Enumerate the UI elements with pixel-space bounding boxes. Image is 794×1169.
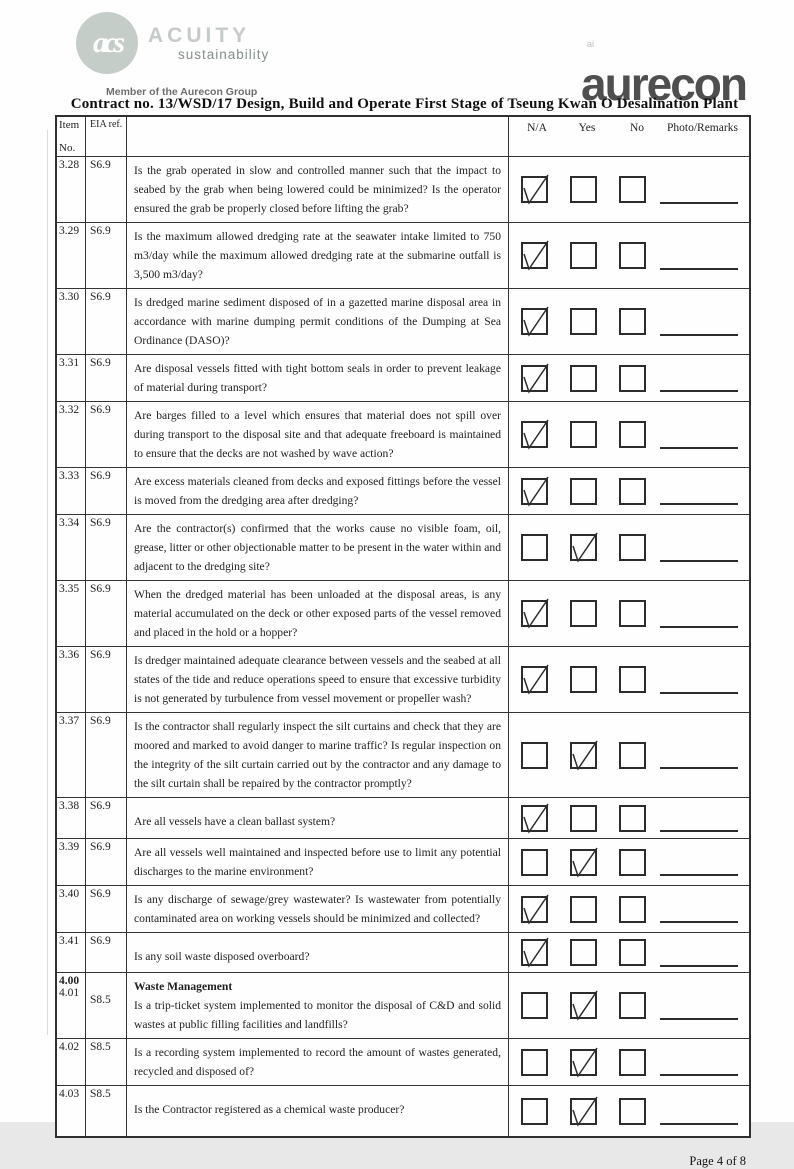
table-row	[57, 886, 749, 933]
remarks-line[interactable]	[660, 965, 738, 967]
na-checkbox[interactable]	[521, 1098, 548, 1125]
table-row	[57, 798, 749, 839]
eia-ref-cell: S6.9	[86, 581, 127, 646]
table-row	[57, 515, 749, 581]
yes-checkbox[interactable]	[570, 849, 597, 876]
header-question-blank	[127, 117, 509, 156]
yes-checkbox[interactable]	[570, 896, 597, 923]
scan-artifact-line	[47, 130, 48, 1035]
table-row	[57, 157, 749, 223]
item-no-cell: 4.02	[57, 1039, 86, 1085]
table-row	[57, 355, 749, 402]
na-checkbox[interactable]	[521, 365, 548, 392]
checkmark-icon	[518, 238, 554, 276]
answer-cell	[509, 798, 749, 838]
table-row	[57, 973, 749, 1039]
answer-cell	[509, 713, 749, 797]
item-no-cell: 3.40	[57, 886, 86, 932]
na-checkbox[interactable]	[521, 896, 548, 923]
item-no-cell: 3.41	[57, 933, 86, 972]
na-checkbox[interactable]	[521, 805, 548, 832]
answer-cell	[509, 647, 749, 712]
answer-cell	[509, 223, 749, 288]
acuity-logo	[76, 12, 269, 96]
yes-checkbox[interactable]	[570, 365, 597, 392]
question-cell: Are all vessels have a clean ballast system?	[127, 798, 509, 838]
na-checkbox[interactable]	[521, 600, 548, 627]
header-yes: Yes	[578, 122, 596, 134]
no-checkbox[interactable]	[619, 242, 646, 269]
checklist-table	[55, 115, 751, 1138]
table-row	[57, 839, 749, 886]
question-cell	[127, 973, 509, 1038]
acuity-subname: sustainability	[178, 47, 270, 62]
checkmark-icon	[567, 738, 603, 776]
question-cell: Are excess materials cleaned from decks and exposed fittings before the vessel is moved from the dredging area after dredging?	[127, 468, 509, 514]
na-checkbox[interactable]	[521, 666, 548, 693]
header-item-no	[57, 117, 86, 156]
answer-cell	[509, 1039, 749, 1085]
question-cell: Is a recording system implemented to record the amount of wastes generated, recycled and disposed of?	[127, 1039, 509, 1085]
no-checkbox[interactable]	[619, 421, 646, 448]
na-checkbox[interactable]	[521, 849, 548, 876]
no-checkbox[interactable]	[619, 849, 646, 876]
answer-cell	[509, 581, 749, 646]
yes-checkbox[interactable]	[570, 939, 597, 966]
no-checkbox[interactable]	[619, 1098, 646, 1125]
eia-ref-cell	[86, 973, 127, 1038]
no-checkbox[interactable]	[619, 365, 646, 392]
eia-ref-cell: S6.9	[86, 355, 127, 401]
answer-cell	[509, 157, 749, 222]
question-text: Is a trip-ticket system implemented to monitor the disposal of C&D and solid wastes at public filling facilities and landfills?	[134, 999, 501, 1031]
question-cell: Is any discharge of sewage/grey wastewater? Is wastewater from potentially contaminated area on working vessels should be minimized and collected?	[127, 886, 509, 932]
yes-checkbox[interactable]	[570, 666, 597, 693]
question-cell: Is the maximum allowed dredging rate at the seawater intake limited to 750 m3/day while the maximum allowed dredging rate at the submarine outfall is 3,500 m3/day?	[127, 223, 509, 288]
table-row	[57, 647, 749, 713]
table-row	[57, 223, 749, 289]
answer-cell	[509, 289, 749, 354]
yes-checkbox[interactable]	[570, 534, 597, 561]
checkmark-icon	[567, 1094, 603, 1132]
remarks-line[interactable]	[660, 560, 738, 562]
question-cell: Is dredger maintained adequate clearance between vessels and the seabed at all states of the tide and reduce operations speed to ensure that excessive turbidity is not generated by turbulence from vessel movement or propeller wash?	[127, 647, 509, 712]
eia-ref-cell: S6.9	[86, 713, 127, 797]
item-no-cell: 3.28	[57, 157, 86, 222]
no-checkbox[interactable]	[619, 308, 646, 335]
sub-eia-ref: S8.5	[90, 994, 111, 1006]
item-no-cell: 4.03	[57, 1086, 86, 1136]
acuity-tagline: Member of the Aurecon Group	[106, 86, 258, 98]
eia-ref-cell: S6.9	[86, 157, 127, 222]
question-cell: Are barges filled to a level which ensures that material does not spill over during transport to the disposal site and that adequate freeboard is maintained to ensure that the decks are not washed by wave action?	[127, 402, 509, 467]
answer-cell	[509, 973, 749, 1038]
item-no: 4.00	[59, 975, 80, 987]
item-no-cell: 3.32	[57, 402, 86, 467]
checkmark-icon	[518, 474, 554, 512]
remarks-line[interactable]	[660, 1123, 738, 1125]
table-row	[57, 1039, 749, 1086]
remarks-line[interactable]	[660, 874, 738, 876]
yes-checkbox[interactable]	[570, 1049, 597, 1076]
question-cell: When the dredged material has been unloaded at the disposal areas, is any material accumulated on the deck or other exposed parts of the vessel removed and placed in the hold or a hopper?	[127, 581, 509, 646]
answer-cell	[509, 839, 749, 885]
checkmark-icon	[518, 662, 554, 700]
yes-checkbox[interactable]	[570, 421, 597, 448]
aurecon-logo: ai aurecon	[581, 32, 746, 96]
eia-ref-cell: S6.9	[86, 886, 127, 932]
na-checkbox[interactable]	[521, 242, 548, 269]
yes-checkbox[interactable]	[570, 1098, 597, 1125]
yes-checkbox[interactable]	[570, 242, 597, 269]
table-row	[57, 1086, 749, 1136]
item-no-cell: 3.31	[57, 355, 86, 401]
no-checkbox[interactable]	[619, 534, 646, 561]
acuity-logo-icon: acs	[76, 12, 138, 74]
question-cell: Is any soil waste disposed overboard?	[127, 933, 509, 972]
remarks-line[interactable]	[660, 268, 738, 270]
na-checkbox[interactable]	[521, 421, 548, 448]
checkmark-icon	[518, 935, 554, 973]
remarks-line[interactable]	[660, 503, 738, 505]
no-checkbox[interactable]	[619, 666, 646, 693]
answer-cell	[509, 886, 749, 932]
na-checkbox[interactable]	[521, 176, 548, 203]
checkmark-icon	[567, 845, 603, 883]
yes-checkbox[interactable]	[570, 176, 597, 203]
eia-ref-cell: S6.9	[86, 798, 127, 838]
checkmark-icon	[567, 530, 603, 568]
no-checkbox[interactable]	[619, 742, 646, 769]
question-cell: Is the grab operated in slow and controlled manner such that the impact to seabed by the grab when being lowered could be minimized? Is the operator ensured the grab be properly closed before lifting the grab?	[127, 157, 509, 222]
answer-cell	[509, 933, 749, 972]
na-checkbox[interactable]	[521, 742, 548, 769]
na-checkbox[interactable]	[521, 1049, 548, 1076]
table-row	[57, 402, 749, 468]
yes-checkbox[interactable]	[570, 308, 597, 335]
eia-ref-cell: S6.9	[86, 647, 127, 712]
item-no-cell	[57, 973, 86, 1038]
no-checkbox[interactable]	[619, 176, 646, 203]
header-no: No	[629, 122, 645, 134]
header-item-line1: Item	[59, 119, 80, 131]
remarks-line[interactable]	[660, 447, 738, 449]
remarks-line[interactable]	[660, 921, 738, 923]
remarks-line[interactable]	[660, 830, 738, 832]
checkmark-icon	[518, 304, 554, 342]
table-body	[57, 157, 749, 1136]
na-checkbox[interactable]	[521, 534, 548, 561]
remarks-line[interactable]	[660, 202, 738, 204]
no-checkbox[interactable]	[619, 1049, 646, 1076]
na-checkbox[interactable]	[521, 308, 548, 335]
na-checkbox[interactable]	[521, 478, 548, 505]
no-checkbox[interactable]	[619, 805, 646, 832]
remarks-line[interactable]	[660, 334, 738, 336]
page-number: Page 4 of 8	[689, 1154, 746, 1168]
yes-checkbox[interactable]	[570, 805, 597, 832]
eia-ref-cell: S6.9	[86, 839, 127, 885]
checkmark-icon	[518, 361, 554, 399]
eia-ref-cell: S6.9	[86, 515, 127, 580]
checkmark-icon	[567, 988, 603, 1026]
eia-ref-cell: S6.9	[86, 468, 127, 514]
remarks-line[interactable]	[660, 1074, 738, 1076]
question-cell: Are disposal vessels fitted with tight bottom seals in order to prevent leakage of material during transport?	[127, 355, 509, 401]
na-checkbox[interactable]	[521, 992, 548, 1019]
item-no-cell: 3.37	[57, 713, 86, 797]
question-cell: Is the Contractor registered as a chemical waste producer?	[127, 1086, 509, 1136]
answer-cell	[509, 1086, 749, 1136]
no-checkbox[interactable]	[619, 939, 646, 966]
no-checkbox[interactable]	[619, 896, 646, 923]
table-row	[57, 289, 749, 355]
answer-cell	[509, 355, 749, 401]
checkmark-icon	[518, 801, 554, 839]
item-no-cell: 3.39	[57, 839, 86, 885]
item-no-cell: 3.35	[57, 581, 86, 646]
remarks-line[interactable]	[660, 626, 738, 628]
item-no-cell: 3.34	[57, 515, 86, 580]
question-cell: Is the contractor shall regularly inspect the silt curtains and check that they are moored and marked to avoid danger to marine traffic? Is regular inspection on the integrity of the silt curtain carried out by the contractor and any damage to the silt curtain shall be repaired by the contractor promptly?	[127, 713, 509, 797]
checkmark-icon	[518, 417, 554, 455]
eia-ref-cell: S6.9	[86, 223, 127, 288]
table-row	[57, 933, 749, 973]
no-checkbox[interactable]	[619, 992, 646, 1019]
checkmark-icon	[518, 892, 554, 930]
remarks-line[interactable]	[660, 692, 738, 694]
remarks-line[interactable]	[660, 767, 738, 769]
answer-cell	[509, 402, 749, 467]
header-photo-remarks: Photo/Remarks	[667, 122, 738, 134]
no-checkbox[interactable]	[619, 600, 646, 627]
yes-checkbox[interactable]	[570, 742, 597, 769]
header-na: N/A	[527, 122, 547, 134]
sub-item-no: 4.01	[59, 987, 80, 999]
header-eia-ref: EIA ref.	[86, 117, 127, 156]
eia-ref-cell: S6.9	[86, 402, 127, 467]
header-item-line2: No.	[59, 142, 76, 154]
yes-checkbox[interactable]	[570, 478, 597, 505]
table-row	[57, 713, 749, 798]
checkmark-icon	[518, 596, 554, 634]
item-no-cell: 3.33	[57, 468, 86, 514]
acuity-name: ACUITY	[148, 24, 251, 47]
remarks-line[interactable]	[660, 1018, 738, 1020]
remarks-line[interactable]	[660, 390, 738, 392]
table-header-row	[57, 117, 749, 157]
question-cell: Are all vessels well maintained and inspected before use to limit any potential discharges to the marine environment?	[127, 839, 509, 885]
header-answers	[509, 117, 749, 156]
yes-checkbox[interactable]	[570, 992, 597, 1019]
checkmark-icon	[567, 1045, 603, 1083]
answer-cell	[509, 515, 749, 580]
item-no-cell: 3.30	[57, 289, 86, 354]
table-row	[57, 581, 749, 647]
table-row	[57, 468, 749, 515]
question-cell: Is dredged marine sediment disposed of in a gazetted marine disposal area in accordance with marine dumping permit conditions of the Dumping at Sea Ordinance (DASO)?	[127, 289, 509, 354]
question-cell: Are the contractor(s) confirmed that the works cause no visible foam, oil, grease, litter or other objectionable matter to be present in the water within and adjacent to the dredging site?	[127, 515, 509, 580]
eia-ref-cell: S6.9	[86, 289, 127, 354]
page-title: Contract no. 13/WSD/17 Design, Build and Operate First Stage of Tseung Kwan O Desalination Plant	[70, 96, 739, 112]
na-checkbox[interactable]	[521, 939, 548, 966]
eia-ref-cell: S8.5	[86, 1039, 127, 1085]
eia-ref-cell: S8.5	[86, 1086, 127, 1136]
section-title: Waste Management	[134, 980, 233, 993]
no-checkbox[interactable]	[619, 478, 646, 505]
checkmark-icon	[518, 172, 554, 210]
yes-checkbox[interactable]	[570, 600, 597, 627]
eia-ref-cell: S6.9	[86, 933, 127, 972]
item-no-cell: 3.36	[57, 647, 86, 712]
item-no-cell: 3.29	[57, 223, 86, 288]
answer-cell	[509, 468, 749, 514]
item-no-cell: 3.38	[57, 798, 86, 838]
